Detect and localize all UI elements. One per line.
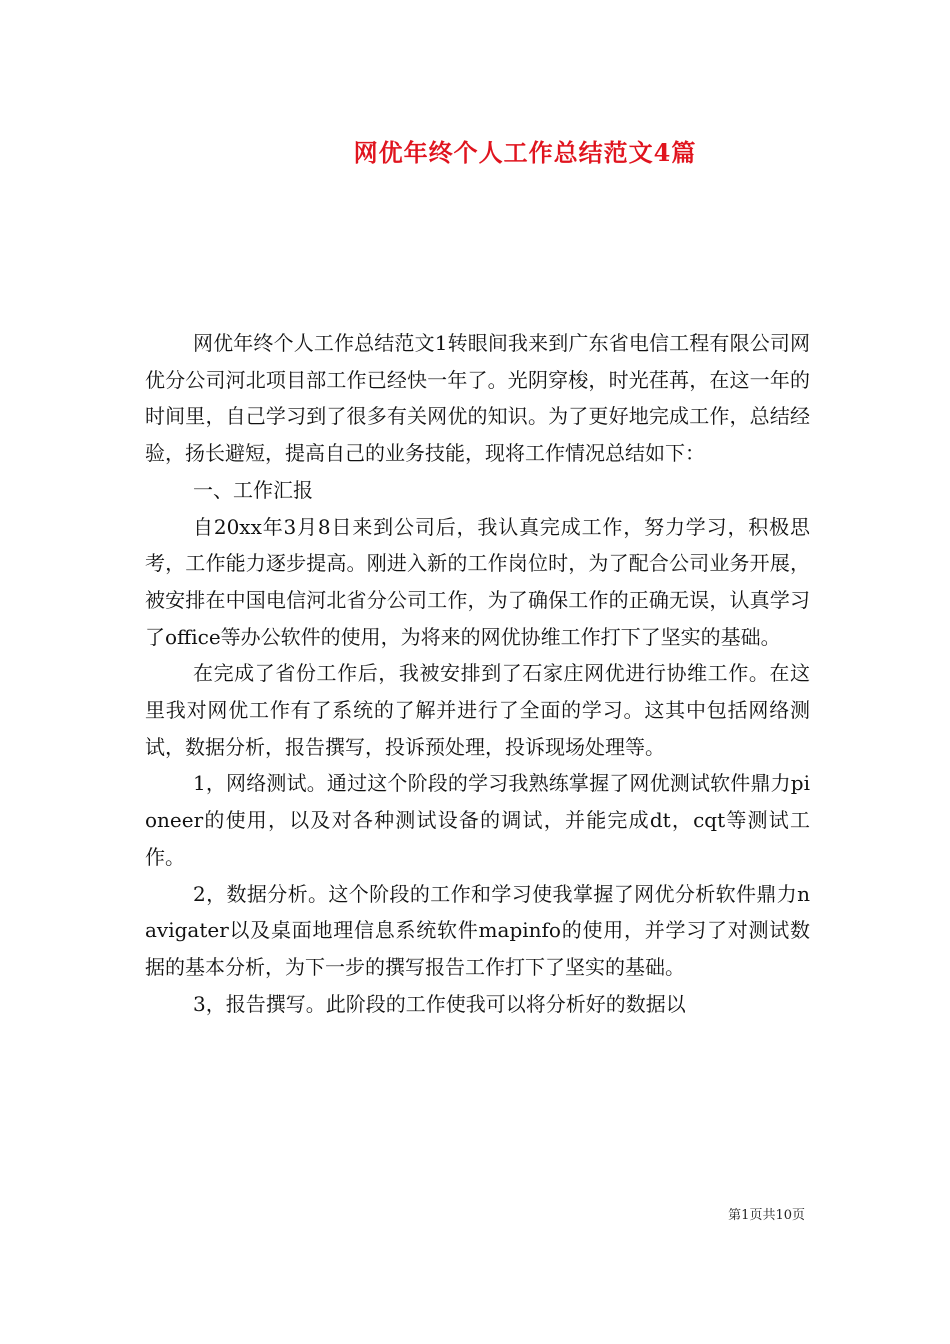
section-heading: 一、工作汇报 bbox=[193, 477, 313, 502]
paragraph-intro: 网优年终个人工作总结范文1转眼间我来到广东省电信工程有限公司网优分公司河北项目部工作已经快一年了。光阴穿梭，时光荏苒，在这一年的时间里，自己学习到了很多有关网优的知识。为了更好地完成工作，总结经验，扬长避短，提高自己的业务技能，现将工作情况总结如下： bbox=[145, 331, 810, 466]
document-body bbox=[145, 325, 810, 1022]
paragraph-work-report: 自20xx年3月8日来到公司后，我认真完成工作，努力学习，积极思考，工作能力逐步提高。刚进入新的工作岗位时，为了配合公司业务开展，被安排在中国电信河北省分公司工作，为了确保工作的正确无误，认真学习了office等办公软件的使用，为将来的网优协维工作打下了坚实的基础。 bbox=[145, 514, 810, 649]
paragraph-data-analysis: 2，数据分析。这个阶段的工作和学习使我掌握了网优分析软件鼎力navigater以及桌面地理信息系统软件mapinfo的使用，并学习了对测试数据的基本分析，为下一步的撰写报告工作打下了坚实的基础。 bbox=[145, 881, 810, 979]
page-number-footer: 第1页共10页 bbox=[728, 1208, 805, 1223]
document-title: 网优年终个人工作总结范文4篇 bbox=[353, 138, 697, 167]
paragraph-network-test: 1，网络测试。通过这个阶段的学习我熟练掌握了网优测试软件鼎力pioneer的使用，以及对各种测试设备的调试，并能完成dt，cqt等测试工作。 bbox=[145, 771, 810, 869]
paragraph-shijiazhuang: 在完成了省份工作后，我被安排到了石家庄网优进行协维工作。在这里我对网优工作有了系统的了解并进行了全面的学习。这其中包括网络测试，数据分析，报告撰写，投诉预处理，投诉现场处理等。 bbox=[145, 661, 810, 759]
paragraph-report-writing: 3，报告撰写。此阶段的工作使我可以将分析好的数据以 bbox=[193, 991, 686, 1016]
